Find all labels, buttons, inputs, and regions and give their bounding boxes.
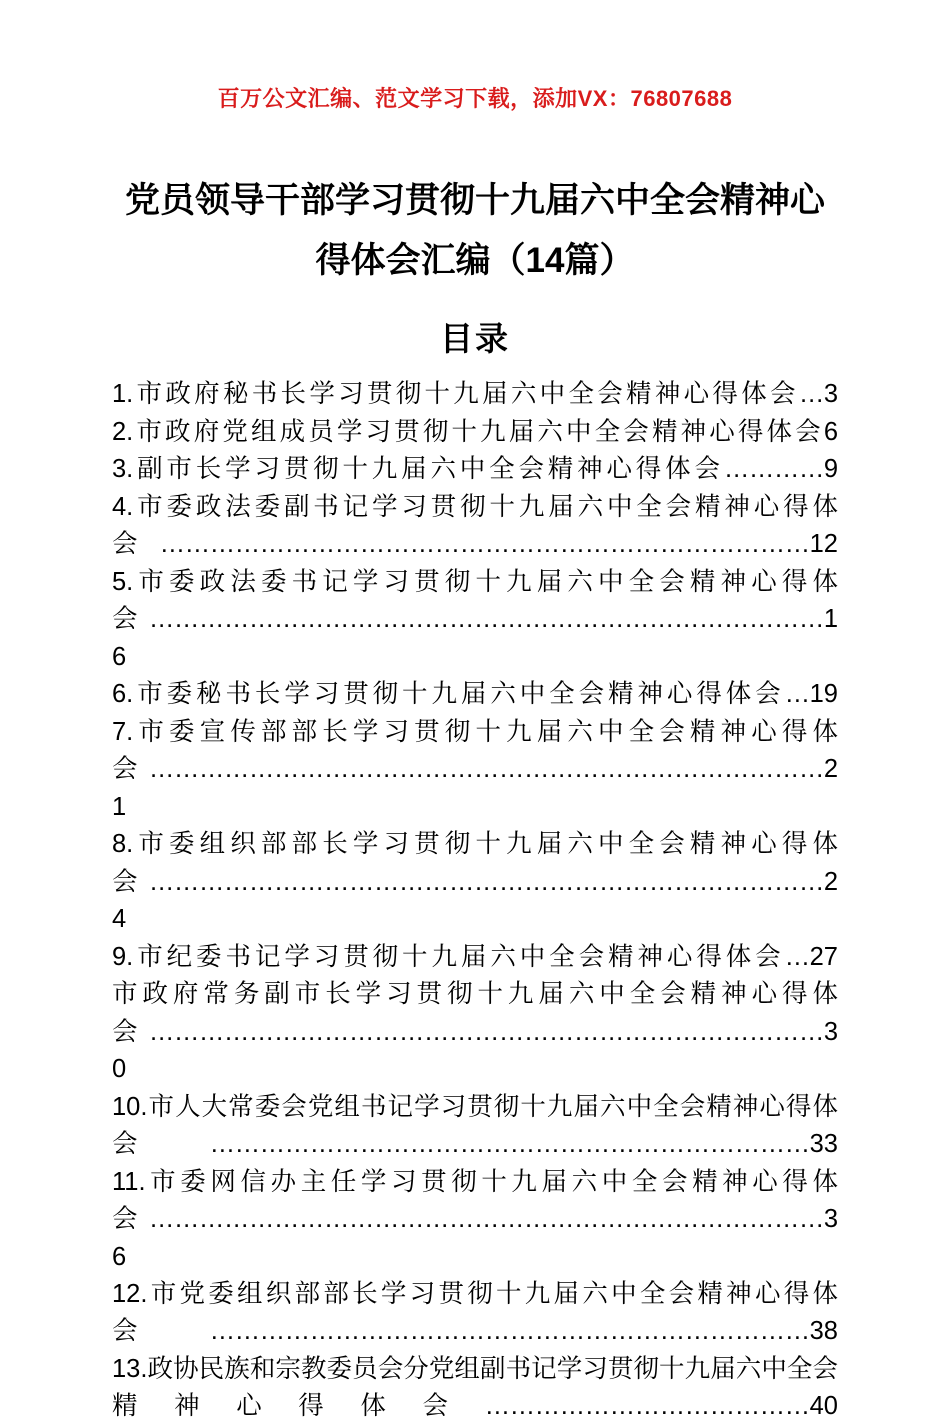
toc-item-page: 36 (112, 1205, 838, 1271)
toc-item[interactable] (112, 676, 838, 713)
toc-heading: 目录 (440, 320, 510, 358)
toc-item-page: 12 (809, 530, 838, 559)
toc-item-text: 市政府常务副市长学习贯彻十九届六中全会精神心得体会 (112, 980, 838, 1046)
toc-item-leader: ……………………………………………………………………… (148, 755, 824, 784)
toc-item-page: 38 (809, 1317, 838, 1346)
toc-item-leader: ……………………………………………………………… (209, 1130, 810, 1159)
toc-item[interactable] (112, 489, 838, 564)
toc-item-leader: …………………………………………………………………… (159, 530, 810, 559)
toc-item-text: 13.政协民族和宗教委员会分党组副书记学习贯彻十九届六中全会精神心得体会 (112, 1354, 838, 1421)
toc-item-page: 6 (823, 417, 838, 446)
toc-item-text: 10.市人大常委会党组书记学习贯彻十九届六中全会精神心得体会 (112, 1092, 838, 1159)
toc-item-text: 4.市委政法委副书记学习贯彻十九届六中全会精神心得体会 (112, 492, 838, 559)
toc-item-leader: ……………………………………………………………………… (148, 867, 824, 896)
toc-item-text: 11.市委网信办主任学习贯彻十九届六中全会精神心得体会 (112, 1167, 838, 1234)
toc-item[interactable] (112, 939, 838, 976)
toc-item[interactable] (112, 564, 838, 676)
toc-item-leader: … (784, 942, 810, 971)
toc-item-leader: ……………………………………………………………………… (148, 605, 824, 634)
toc-item[interactable] (112, 714, 838, 826)
toc-item-leader: ……………………………………………………………………… (148, 1205, 824, 1234)
page-title: 党员领导干部学习贯彻十九届六中全会精神心得体会汇编（14篇） (124, 181, 825, 281)
toc-item-text: 12.市党委组织部部长学习贯彻十九届六中全会精神心得体会 (112, 1280, 838, 1346)
toc-item[interactable] (112, 976, 838, 1088)
toc-item-text: 1.市政府秘书长学习贯彻十九届六中全会精神心得体会 (112, 380, 799, 409)
toc-item-text: 9.市纪委书记学习贯彻十九届六中全会精神心得体会 (112, 942, 785, 971)
toc-item-page: 19 (809, 680, 838, 709)
toc-item-page: 33 (809, 1130, 838, 1159)
toc-item-page: 30 (112, 1017, 838, 1084)
toc-item[interactable] (112, 376, 838, 413)
toc-item[interactable] (112, 1276, 838, 1351)
toc-item-page: 21 (112, 755, 838, 821)
toc-item-text: 8.市委组织部部长学习贯彻十九届六中全会精神心得体会 (112, 830, 838, 896)
toc-item-page: 40 (809, 1392, 838, 1421)
toc-item[interactable] (112, 414, 838, 451)
toc-item-leader: … (784, 680, 810, 709)
toc-item[interactable] (112, 1351, 838, 1426)
toc-item-page: 24 (112, 867, 838, 934)
toc-item-leader: ………………………………… (484, 1392, 810, 1421)
toc-item-text: 3.副市长学习贯彻十九届六中全会精神心得体会 (112, 455, 724, 484)
toc-item-page: 9 (823, 455, 838, 484)
toc-item[interactable] (112, 1089, 838, 1164)
toc-item[interactable] (112, 451, 838, 488)
toc-item-text: 2.市政府党组成员学习贯彻十九届六中全会精神心得体会 (112, 417, 824, 446)
toc-item-page: 16 (112, 605, 838, 671)
toc-item-text: 5.市委政法委书记学习贯彻十九届六中全会精神心得体会 (112, 567, 838, 634)
toc-item[interactable] (112, 1164, 838, 1276)
toc-item-text: 7.市委宣传部部长学习贯彻十九届六中全会精神心得体会 (112, 717, 838, 784)
toc-item-leader: ………… (723, 455, 824, 484)
toc-item-leader: ……………………………………………………………………… (148, 1017, 824, 1046)
toc-item-leader: … (798, 380, 824, 409)
toc-item[interactable] (112, 826, 838, 938)
toc-item-leader: ……………………………………………………………… (209, 1317, 810, 1346)
promo-banner: 百万公文汇编、范文学习下载，添加VX：76807688 (217, 86, 733, 111)
toc-item-page: 27 (809, 942, 838, 971)
toc-item-page: 3 (823, 380, 838, 409)
toc-item-text: 6.市委秘书长学习贯彻十九届六中全会精神心得体会 (112, 680, 785, 709)
table-of-contents (112, 376, 838, 1426)
